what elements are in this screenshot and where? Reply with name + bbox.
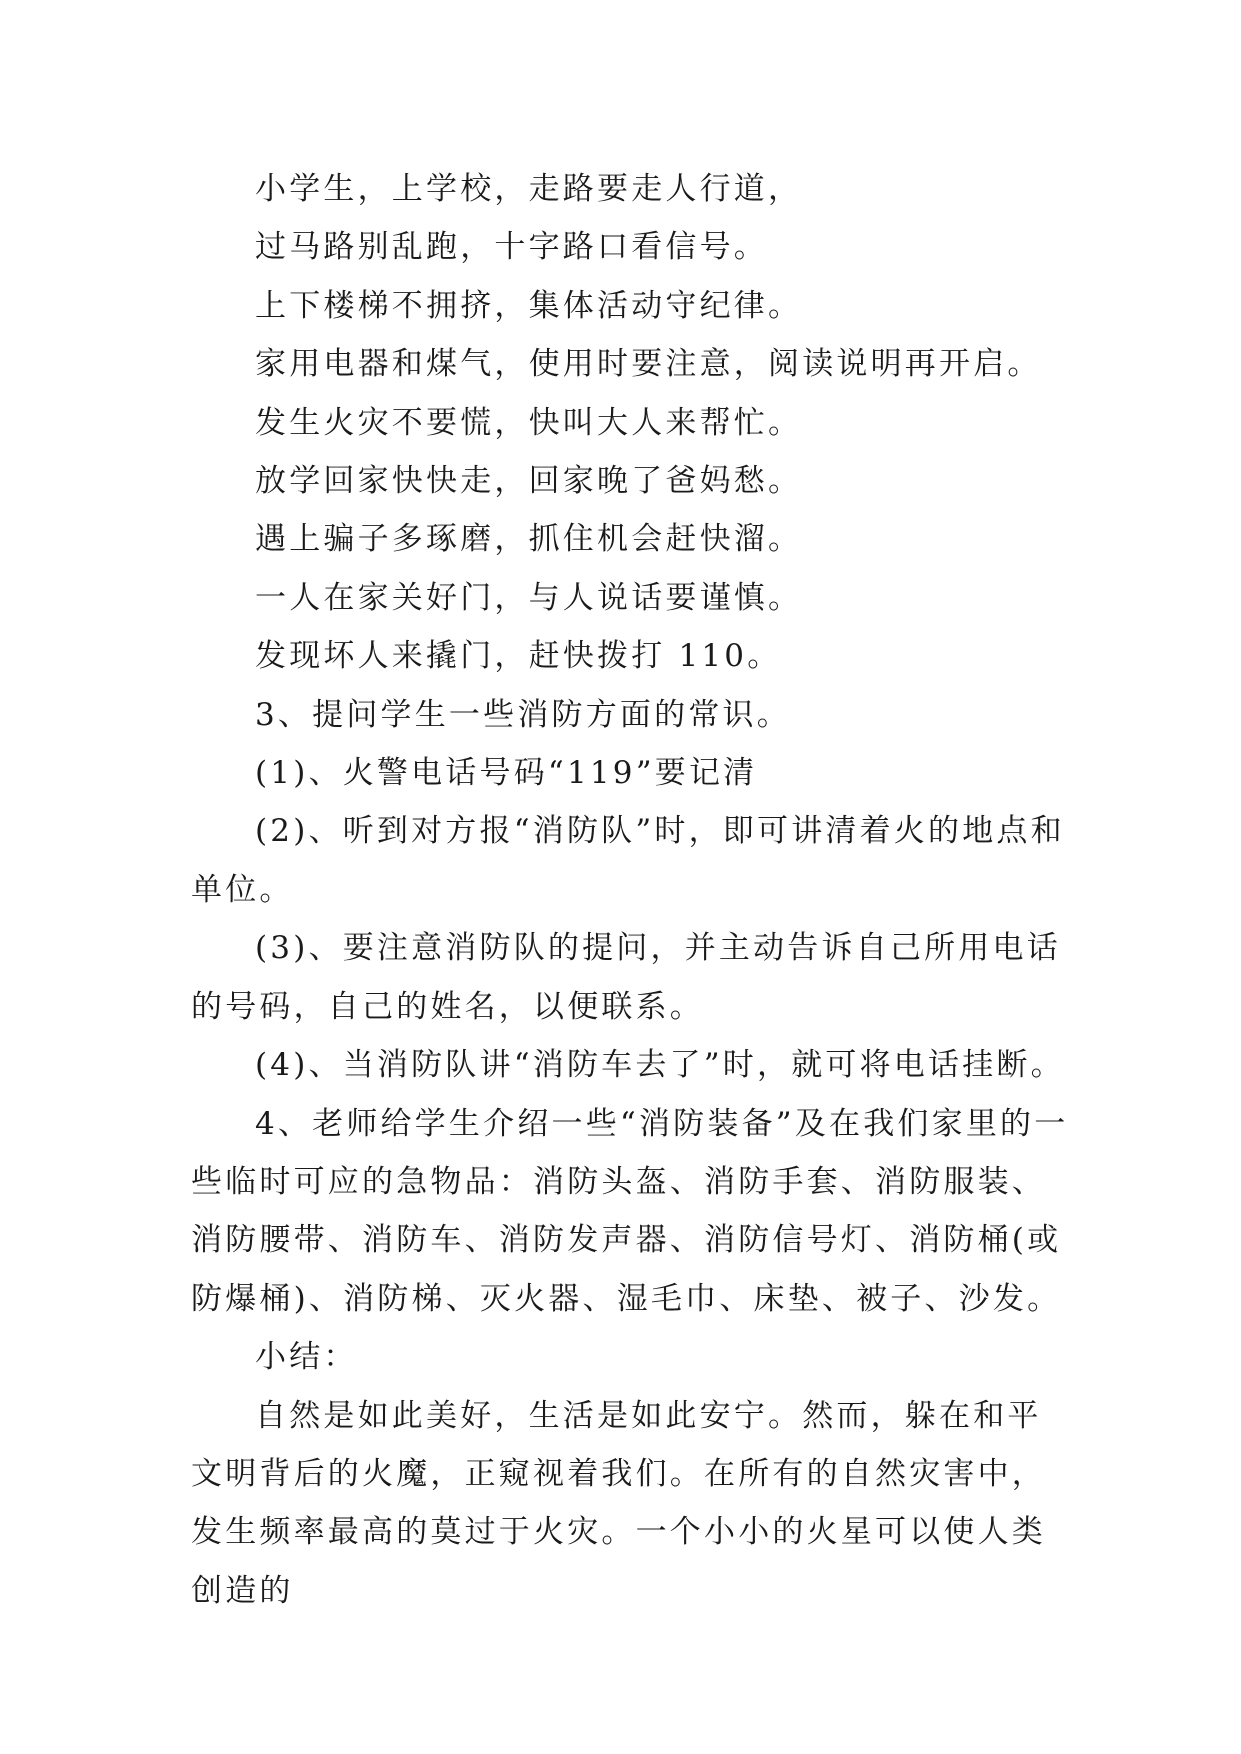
rhyme-line-8: 一人在家关好门，与人说话要谨慎。 [255,579,803,616]
summary-heading: 小结： [255,1339,358,1376]
fire-tip-2: (2)、听到对方报“消防队”时，即可讲清着火的地点和单位。 [191,813,1065,908]
summary-paragraph: 自然是如此美好，生活是如此安宁。然而，躲在和平文明背后的火魔，正窥视着我们。在所有的自然灾害中，发生频率最高的莫过于火灾。一个小小的火星可以使人类创造的 [191,1397,1046,1609]
rhyme-line-5: 发生火灾不要慌，快叫大人来帮忙。 [255,404,803,441]
rhyme-line-3: 上下楼梯不拥挤，集体活动守纪律。 [255,287,803,324]
document-body [191,160,1071,1620]
rhyme-line-9: 发现坏人来撬门，赶快拨打 110。 [255,638,782,675]
section-3-heading: 3、提问学生一些消防方面的常识。 [255,696,791,733]
fire-tip-4: (4)、当消防队讲“消防车去了”时，就可将电话挂断。 [255,1047,1065,1084]
section-4-paragraph: 4、老师给学生介绍一些“消防装备”及在我们家里的一些临时可应的急物品：消防头盔、消防手套、消防服装、消防腰带、消防车、消防发声器、消防信号灯、消防桶(或防爆桶)、消防梯、灭火器、湿毛巾、床垫、被子、沙发。 [191,1105,1069,1317]
rhyme-line-4: 家用电器和煤气，使用时要注意，阅读说明再开启。 [255,346,1042,383]
rhyme-line-2: 过马路别乱跑，十字路口看信号。 [255,229,768,266]
rhyme-line-6: 放学回家快快走，回家晚了爸妈愁。 [255,463,803,500]
rhyme-line-1: 小学生，上学校，走路要走人行道， [255,171,803,207]
fire-tip-3: (3)、要注意消防队的提问，并主动告诉自己所用电话的号码，自己的姓名，以便联系。 [191,930,1061,1025]
rhyme-line-7: 遇上骗子多琢磨，抓住机会赶快溜。 [255,521,803,558]
fire-tip-1: (1)、火警电话号码“119”要记清 [255,755,758,792]
